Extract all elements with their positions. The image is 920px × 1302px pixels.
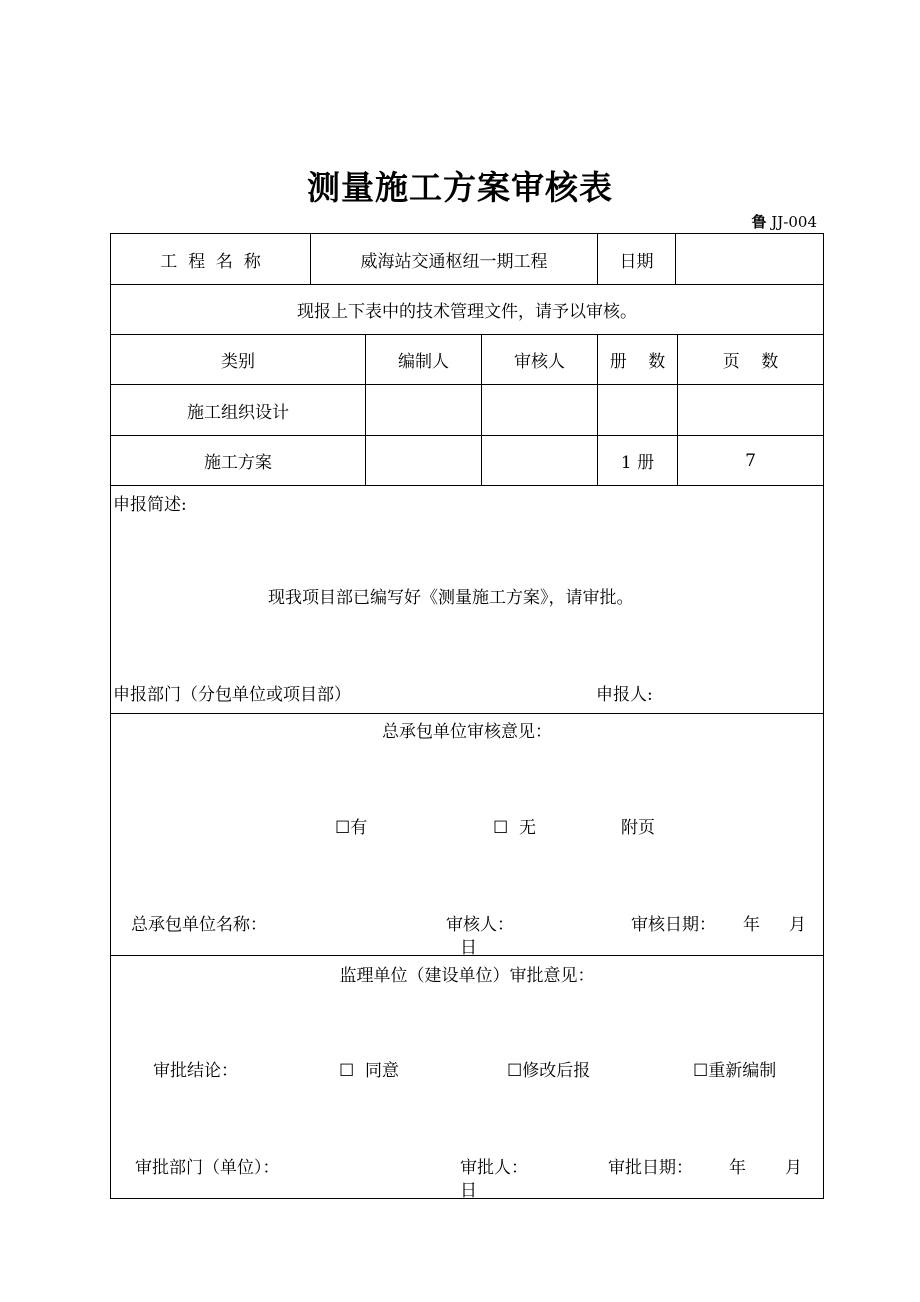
form-code [751,211,817,232]
project-row [111,234,823,285]
header-category: 类别 [111,335,366,384]
date-value[interactable] [676,234,823,284]
supervisor-approval-section [111,956,823,1201]
row-volumes[interactable]: 1 册 [598,436,678,485]
approver-label: 审批人： [460,1158,528,1178]
option-agree-checkbox[interactable]: ☐ 同意 [339,1061,400,1081]
declaration-dept-label: 申报部门（分包单位或项目部） [113,685,351,705]
contractor-unit-label: 总承包单位名称： [131,915,267,935]
contractor-day: 日 [460,938,477,958]
contractor-review-title: 总承包单位审核意见： [382,722,552,742]
row-category: 施工方案 [111,436,366,485]
notice-row [111,285,823,335]
row-pages[interactable]: 7 [745,450,756,471]
option-no-checkbox[interactable]: ☐ 无 [493,818,537,838]
conclusion-label: 审批结论： [153,1061,238,1081]
option-revise-checkbox[interactable]: ☐修改后报 [507,1061,591,1081]
form-title: 测量施工方案审核表 [307,168,613,207]
contractor-reviewer-label: 审核人： [446,915,514,935]
row-reviewer[interactable] [482,436,598,485]
approval-day: 日 [460,1181,477,1201]
option-redo-checkbox[interactable]: ☐重新编制 [693,1061,777,1081]
row-pages[interactable] [678,385,823,435]
contractor-date-label: 审核日期： [631,915,716,935]
declaration-label: 申报简述: [113,495,187,515]
header-reviewer: 审核人 [482,335,598,384]
declaration-reporter-label: 申报人: [596,685,653,705]
row-author[interactable] [366,436,482,485]
approval-dept-label: 审批部门（单位）： [135,1158,280,1178]
contractor-year: 年 [743,915,760,935]
date-label: 日期 [598,234,676,284]
project-name-label: 工 程 名 称 [111,234,311,284]
form-code-prefix: 鲁 [751,213,767,231]
contractor-month: 月 [789,915,806,935]
header-pages: 页 数 [722,352,779,372]
attachment-label: 附页 [621,818,655,838]
header-volumes: 册 数 [598,335,678,384]
row-author[interactable] [366,385,482,435]
contractor-review-section [111,714,823,956]
row-reviewer[interactable] [482,385,598,435]
declaration-section [111,486,823,714]
form-code-number: JJ-004 [771,213,817,231]
row-category: 施工组织设计 [111,385,366,435]
header-author: 编制人 [366,335,482,384]
table-row [111,436,823,486]
doc-table-header [111,335,823,385]
table-row [111,385,823,436]
row-volumes[interactable] [598,385,678,435]
declaration-content: 现我项目部已编写好《测量施工方案》，请审批。 [268,588,634,608]
approval-month: 月 [785,1158,802,1178]
review-form-table [110,233,824,1199]
approval-year: 年 [729,1158,746,1178]
notice-text: 现报上下表中的技术管理文件，请予以审核。 [297,302,637,322]
supervisor-approval-title: 监理单位（建设单位）审批意见： [339,966,595,986]
approval-date-label: 审批日期： [608,1158,693,1178]
project-name-value[interactable]: 威海站交通枢纽一期工程 [311,234,598,284]
option-yes-checkbox[interactable]: ☐有 [335,818,368,838]
